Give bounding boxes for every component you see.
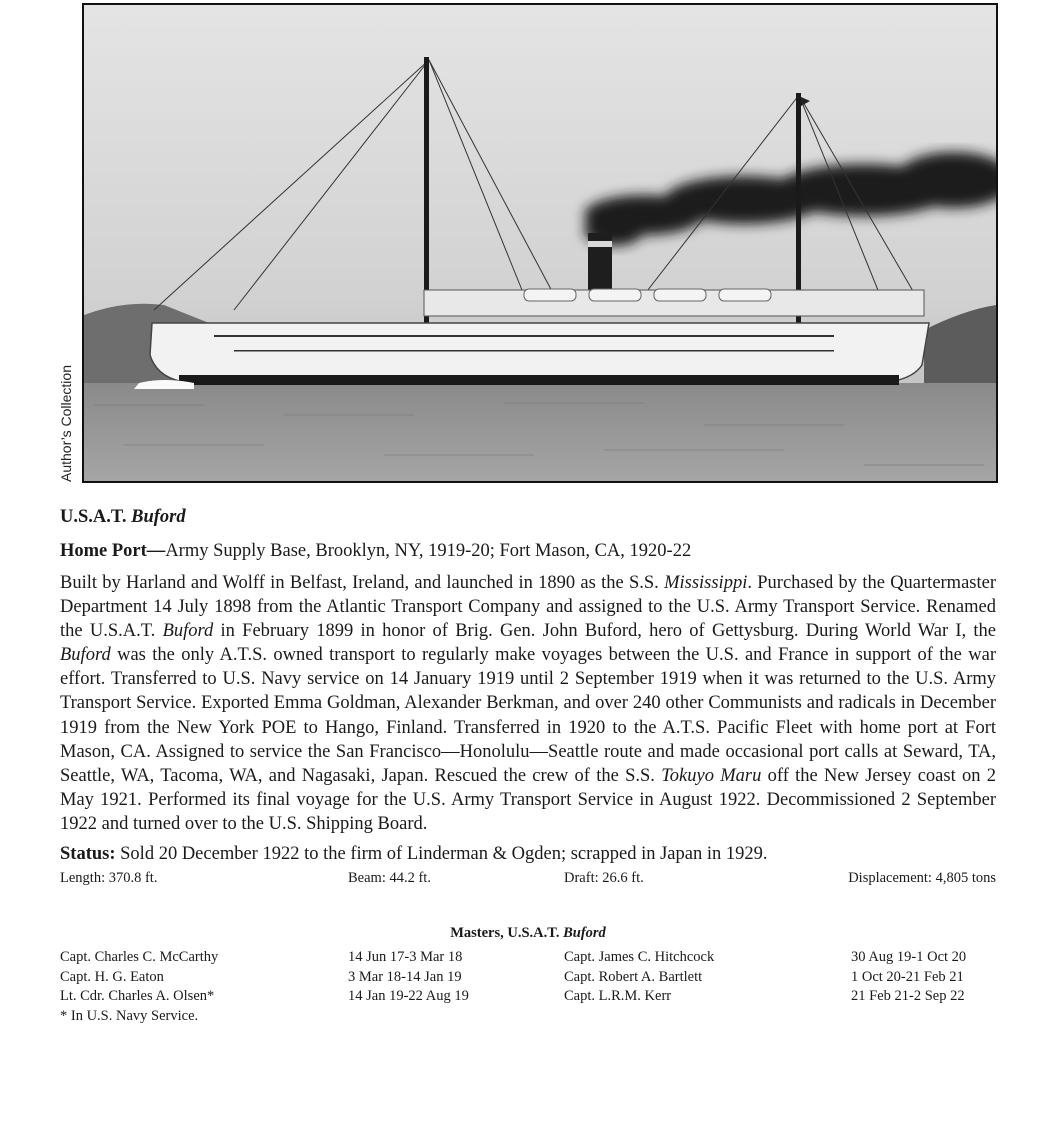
history-text: off the New Jersey coast on 2 May 1921. Performed its final voyage for the U.S. Army Transport Service in August 1922. Decommissioned 2 September 1922 and turned over to the U.S. Shipping Board. bbox=[60, 765, 997, 834]
ship-entry bbox=[60, 505, 996, 1028]
master-dates: 1 Oct 20-21 Feb 21 bbox=[851, 968, 964, 985]
home-port bbox=[60, 539, 996, 563]
ship-title bbox=[60, 505, 996, 529]
history-text: Built by Harland and Wolff in Belfast, Ireland, and launched in 1890 as the S.S. bbox=[60, 573, 665, 593]
masters-row bbox=[60, 968, 996, 988]
history-text: was the only A.T.S. owned transport to regularly make voyages between the U.S. and France in support of the war effort. Transferred to U.S. Navy service on 14 January 1919 until 2 September 1919 when it was returned to the U.S. Army Transport Service. Exported Emma Goldman, Alexander Berkman, and over 240 other Communists and radicals in December 1919 from the New York POE to Hango, Finland. Transferred in 1920 to the A.T.S. Pacific Fleet with home port at Fort Mason, CA. Assigned to service the San Francisco—Honolulu—Seattle route and made occasional port calls at Seward, TA, Seattle, WA, Tacoma, WA, and Nagasaki, Japan. Rescued the crew of the S.S. bbox=[60, 645, 996, 786]
master-dates: 21 Feb 21-2 Sep 22 bbox=[851, 988, 965, 1005]
master-name: Capt. Robert A. Bartlett bbox=[564, 968, 703, 985]
photo-credit: Author’s Collection bbox=[58, 365, 74, 482]
master-dates: 30 Aug 19-1 Oct 20 bbox=[851, 949, 967, 966]
ship-illustration bbox=[84, 5, 996, 481]
masters-heading-ship: Buford bbox=[563, 925, 606, 942]
master-name: Capt. L.R.M. Kerr bbox=[564, 988, 672, 1005]
spec-displacement: Displacement: 4,805 tons bbox=[848, 870, 996, 887]
status bbox=[60, 842, 996, 866]
home-port-value: Army Supply Base, Brooklyn, NY, 1919-20; Fort Mason, CA, 1920-22 bbox=[165, 541, 692, 561]
spec-beam: Beam: 44.2 ft. bbox=[348, 870, 431, 887]
history-ship-name: Mississippi bbox=[664, 573, 748, 593]
spec-length: Length: 370.8 ft. bbox=[60, 870, 158, 887]
status-value: Sold 20 December 1922 to the firm of Linderman & Ogden; scrapped in Japan in 1929. bbox=[115, 844, 768, 865]
master-dates: 14 Jan 19-22 Aug 19 bbox=[348, 988, 469, 1005]
history-ship-name: Buford bbox=[162, 621, 214, 642]
master-dates: 3 Mar 18-14 Jan 19 bbox=[348, 968, 462, 985]
history-text: . Purchased by the Quartermaster Department 14 July 1898 from the Atlantic Transport Company and assigned to the U.S. Army Transport Service. Renamed the U.S.A.T. bbox=[60, 573, 996, 642]
history-ship-name: Buford bbox=[60, 645, 111, 666]
master-name: Capt. H. G. Eaton bbox=[60, 968, 164, 985]
home-port-label: Home Port— bbox=[60, 541, 166, 561]
status-label: Status: bbox=[60, 844, 116, 865]
master-name: Capt. James C. Hitchcock bbox=[564, 949, 715, 966]
ship-prefix: U.S.A.T. bbox=[60, 507, 127, 527]
masters-table bbox=[60, 948, 996, 1028]
masters-heading-text: Masters, U.S.A.T. bbox=[450, 925, 564, 942]
water bbox=[84, 383, 996, 481]
hull bbox=[150, 323, 929, 381]
spec-draft: Draft: 26.6 ft. bbox=[564, 870, 644, 887]
masters-footnote: * In U.S. Navy Service. bbox=[60, 1007, 199, 1024]
ship-history bbox=[60, 571, 996, 836]
funnel-band bbox=[588, 241, 612, 247]
master-name: Capt. Charles C. McCarthy bbox=[60, 949, 219, 966]
masters-heading bbox=[60, 925, 996, 942]
master-dates: 14 Jun 17-3 Mar 18 bbox=[348, 949, 463, 966]
masters-row bbox=[60, 948, 996, 968]
hull-waterline bbox=[179, 375, 899, 385]
ship-name: Buford bbox=[131, 507, 186, 527]
master-name: Lt. Cdr. Charles A. Olsen* bbox=[60, 988, 215, 1005]
ship-specs bbox=[60, 870, 996, 892]
ship-photograph bbox=[82, 3, 998, 483]
history-ship-name: Tokuyo Maru bbox=[661, 765, 762, 786]
masters-row bbox=[60, 987, 996, 1007]
history-text: in February 1899 in honor of Brig. Gen. John Buford, hero of Gettysburg. During World War I, the bbox=[213, 621, 997, 642]
